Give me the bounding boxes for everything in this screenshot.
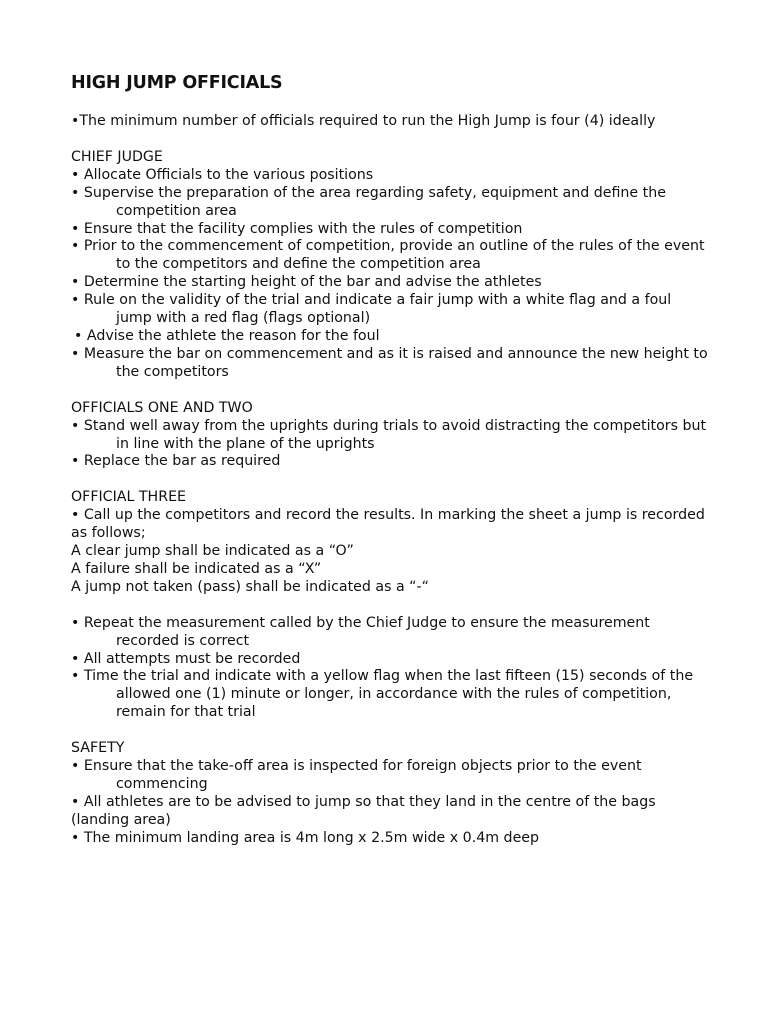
chief-judge-item: • Advise the athlete the reason for the foul [74,327,380,344]
chief-judge-item: • Measure the bar on commencement and as it is raised and announce the new height to the competitors [71,345,708,380]
chief-judge-section [71,149,711,382]
chief-judge-item: • Prior to the commencement of competition, provide an outline of the rules of the event to the competitors and define the competition area [71,238,705,273]
chief-judge-item: • Rule on the validity of the trial and indicate a fair jump with a white flag and a foul jump with a red flag (flags optional) [71,292,672,327]
officials-one-two-heading: OFFICIALS ONE AND TWO [71,399,253,416]
official-three-heading: OFFICIAL THREE [71,489,187,506]
officials-one-two-item: • Stand well away from the uprights during trials to avoid distracting the competitors but in line with the plane of the uprights [71,417,707,452]
safety-item: • All athletes are to be advised to jump so that they land in the centre of the bags (landing area) [71,793,656,828]
document-title: HIGH JUMP OFFICIALS [71,73,283,93]
official-three-call-up: • Call up the competitors and record the results. In marking the sheet a jump is recorded as follows; [71,507,705,542]
pass-note: A jump not taken (pass) shall be indicated as a “-“ [71,578,430,595]
document-page [71,72,711,866]
safety-item: • Ensure that the take-off area is inspected for foreign objects prior to the event commencing [71,758,642,792]
chief-judge-item: • Ensure that the facility complies with the rules of competition [71,220,523,237]
intro-text: •The minimum number of officials required to run the High Jump is four (4) ideally [71,113,656,129]
failure-note: A failure shall be indicated as a “X” [71,560,322,577]
chief-judge-item: • Determine the starting height of the bar and advise the athletes [71,274,542,291]
chief-judge-item: • Supervise the preparation of the area regarding safety, equipment and define the competition area [71,184,666,219]
safety-section [71,740,711,847]
safety-item: • The minimum landing area is 4m long x 2.5m wide x 0.4m deep [71,829,540,846]
official-three-item: • Time the trial and indicate with a yellow flag when the last fifteen (15) seconds of the allowed one (1) minute or longer, in accordance with the rules of competition, remain for that trial [71,668,694,721]
chief-judge-heading: CHIEF JUDGE [71,148,163,165]
safety-heading: SAFETY [71,740,125,757]
spacer [71,597,711,615]
chief-judge-item: • Allocate Officials to the various positions [71,166,374,183]
clear-jump-note: A clear jump shall be indicated as a “O” [71,543,354,560]
official-three-item: • All attempts must be recorded [71,650,301,667]
official-three-section [71,489,711,722]
officials-one-two-item: • Replace the bar as required [71,453,281,470]
officials-one-two-section [71,400,711,472]
official-three-item: • Repeat the measurement called by the Chief Judge to ensure the measurement recorded is correct [71,614,650,649]
